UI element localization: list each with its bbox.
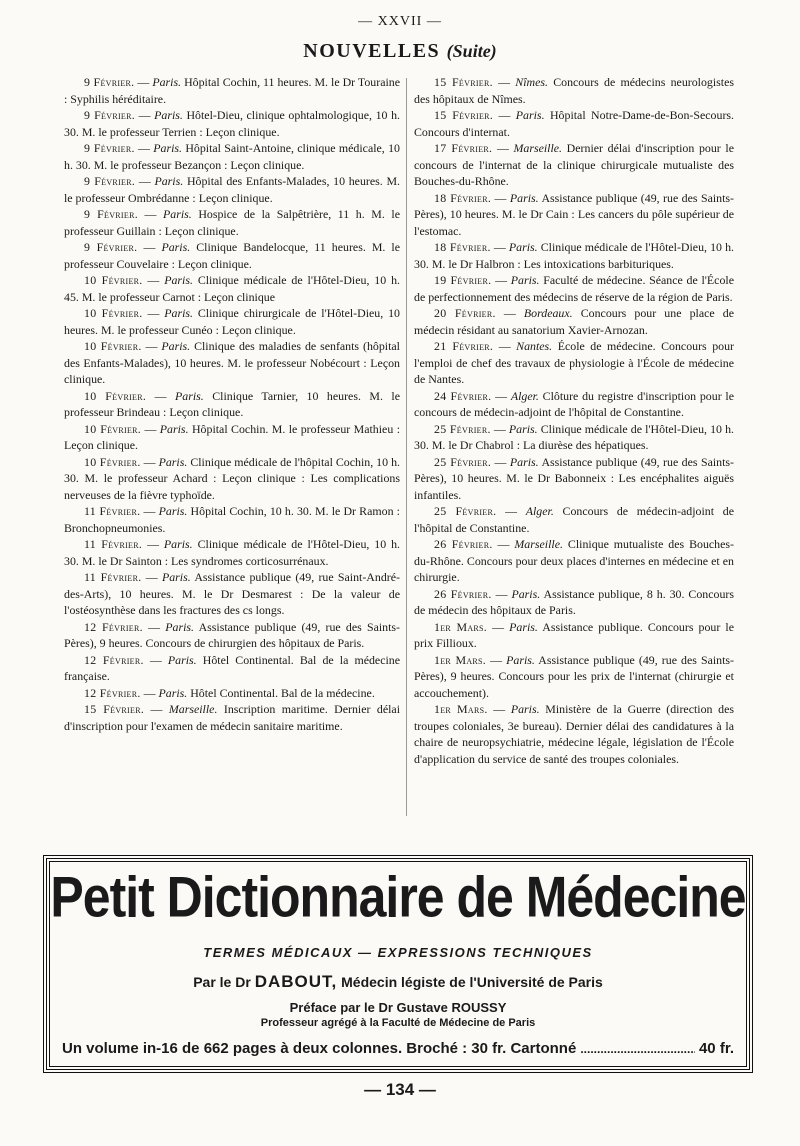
entry-date: 15 Février. xyxy=(434,108,494,122)
ad-subtitle: TERMES MÉDICAUX — EXPRESSIONS TECHNIQUES xyxy=(203,945,593,960)
entry-city: Marseille. xyxy=(514,537,563,551)
news-entry: 15 Février. — Nîmes. Concours de médecins neurologistes des hôpitaux de Nîmes. xyxy=(414,75,735,106)
entry-city: Paris. xyxy=(152,75,182,89)
news-entry: 9 Février. — Paris. Hôtel-Dieu, clinique ophtalmologique, 10 h. 30. M. le professeur Terrien : Leçon clinique. xyxy=(64,108,400,139)
news-entry: 11 Février. — Paris. Clinique médicale de l'Hôtel-Dieu, 10 h. 30. M. le Dr Sainton : Les syndromes corticosurrénaux. xyxy=(64,537,401,568)
entry-date: 19 Février. xyxy=(434,273,492,287)
entry-text: École de médecine. Concours pour l'emploi de chef des travaux de physiologie à l'École de médecine de Nantes. xyxy=(414,339,734,386)
ad-author xyxy=(46,972,750,992)
entry-city: Paris. xyxy=(163,207,192,221)
entry-date: 1er Mars. xyxy=(434,702,488,716)
entry-date: 26 Février. xyxy=(434,537,493,551)
entry-date: 25 Février. xyxy=(434,454,492,469)
entry-city: Paris. xyxy=(161,339,191,353)
entry-text: Concours de médecins neurologistes des hôpitaux de Nîmes. xyxy=(414,75,735,106)
entry-date: 24 Février. xyxy=(434,388,492,403)
entry-city: Paris. xyxy=(508,240,538,254)
header-page-roman: — XXVII — xyxy=(358,14,442,29)
entry-text: Assistance publique (49, rue Saint-André-des-Arts), 10 heures. M. le Dr Desmarest : De la valeur de l'ostéosynthèse dans les fractures des cs longs. xyxy=(64,570,400,617)
entry-city: Paris. xyxy=(511,586,541,601)
news-entry: 10 Février. — Paris. Clinique chirurgicale de l'Hôtel-Dieu, 10 heures. M. le professeur Cunéo : Leçon clinique. xyxy=(64,306,400,337)
entry-city: Paris. xyxy=(515,108,545,122)
entry-date: 18 Février. xyxy=(434,240,491,254)
news-entry: 24 Février. — Alger. Clôture du registre d'inscription pour le concours de médecin-adjoint de l'hôpital de Constantine. xyxy=(414,388,734,419)
entry-date: 10 Février. xyxy=(84,454,141,469)
entry-text: Hôpital Notre-Dame-de-Bon-Secours. Concours d'internat. xyxy=(414,108,735,139)
entry-date: 12 Février. xyxy=(84,652,144,667)
news-entry: 9 Février. — Paris. Clinique Bandelocque, 11 heures. M. le professeur Couvelaire : Leçon clinique. xyxy=(64,240,400,271)
entry-date: 25 Février. xyxy=(434,421,491,436)
section-title xyxy=(0,40,800,63)
entry-city: Paris. xyxy=(509,454,539,469)
news-entry: 15 Février. — Paris. Hôpital Notre-Dame-de-Bon-Secours. Concours d'internat. xyxy=(414,108,735,139)
entry-city: Paris. xyxy=(154,108,183,122)
news-entry: 12 Février. — Paris. Hôtel Continental. Bal de la médecine. xyxy=(84,685,375,700)
entry-date: 26 Février. xyxy=(434,586,492,601)
left-column xyxy=(64,74,400,734)
entry-text: Dernier délai d'inscription pour le concours de l'internat de la clinique chirurgicale mutualiste des Bouches-du-Rhône. xyxy=(414,141,734,188)
ad-author-suffix: Médecin légiste de l'Université de Paris xyxy=(341,974,603,990)
entry-city: Nîmes. xyxy=(515,75,548,89)
entry-date: 20 Février. xyxy=(434,306,496,320)
entry-city: Paris. xyxy=(163,537,193,551)
news-entry: 1er Mars. — Paris. Assistance publique. Concours pour le prix Fillioux. xyxy=(414,619,734,650)
entry-date: 25 Février. xyxy=(434,504,497,518)
entry-text: Clôture du registre d'inscription pour le concours de médecin-adjoint de l'hôpital de Constantine. xyxy=(414,388,734,419)
news-entry: 21 Février. — Nantes. École de médecine. Concours pour l'emploi de chef des travaux de physiologie à l'École de médecine de Nantes. xyxy=(414,339,734,386)
entry-text: Hôpital Saint-Antoine, clinique médicale, 10 h. 30. M. le professeur Bezançon : Leçon clinique. xyxy=(64,141,400,172)
entry-text: Faculté de médecine. Séance de l'École de perfectionnement des médecins de réserve de la région de Paris. xyxy=(414,273,734,304)
news-entry: 10 Février. — Paris. Clinique médicale de l'Hôtel-Dieu, 10 h. 45. M. le professeur Carnot : Leçon clinique xyxy=(64,273,400,304)
entry-date: 10 Février. xyxy=(84,421,142,436)
news-entry: 26 Février. — Paris. Assistance publique, 8 h. 30. Concours de médecin des hôpitaux de Paris. xyxy=(414,586,735,617)
entry-date: 11 Février. xyxy=(84,537,143,551)
entry-city: Paris. xyxy=(158,685,188,700)
entry-city: Paris. xyxy=(158,504,188,518)
entry-text: Clinique Tarnier, 10 heures. M. le professeur Brindeau : Leçon clinique. xyxy=(64,388,400,419)
footer-page-number: — 134 — xyxy=(364,1080,436,1099)
entry-date: 10 Février. xyxy=(84,388,147,403)
news-entry: 18 Février. — Paris. Assistance publique (49, rue des Saints-Pères), 10 heures. M. le Dr Cain : Les cancers du pôle supérieur de l'estomac. xyxy=(414,190,734,238)
news-entry: 9 Février. — Paris. Hôpital Cochin, 11 heures. M. le Dr Touraine : Syphilis héréditaire. xyxy=(64,75,401,106)
ad-author-prefix: Par le Dr xyxy=(193,974,251,990)
entry-text: Assistance publique (49, rue des Saints-Pères), 10 heures. M. le Dr Cain : Les cancers du pôle supérieur de l'estomac. xyxy=(414,190,734,238)
news-entry: 1er Mars. — Paris. Assistance publique (49, rue des Saints-Pères), 9 heures. Concours pour les prix de l'internat (chirurgie et accouchement). xyxy=(414,652,735,700)
entry-date: 17 Février. xyxy=(434,141,493,155)
section-title-text: NOUVELLES xyxy=(303,40,441,62)
section-title-suite: (Suite) xyxy=(446,41,497,61)
entry-city: Paris. xyxy=(509,190,539,205)
ad-preface: Préface par le Dr Gustave ROUSSY xyxy=(289,1000,507,1015)
news-entry: 20 Février. — Bordeaux. Concours pour une place de médecin résidant au sanatorium Xavier-Arnozan. xyxy=(414,306,734,337)
entry-date: 1er Mars. xyxy=(434,619,488,634)
entry-text: Clinique médicale de l'Hôtel-Dieu, 10 h. 30. M. le Dr Chabrol : La diurèse des hépatiques. xyxy=(414,421,735,452)
entry-text: Assistance publique (49, rue des Saints-Pères), 9 heures. Concours de chirurgien des hôpitaux de Paris. xyxy=(64,619,401,650)
entry-city: Alger. xyxy=(525,504,554,518)
entry-text: Inscription maritime. Dernier délai d'inscription pour l'examen de médecin sanitaire maritime. xyxy=(64,702,400,733)
entry-date: 12 Février. xyxy=(84,685,141,700)
entry-text: Assistance publique. Concours pour le prix Fillioux. xyxy=(414,619,734,650)
entry-text: Hôpital Cochin, 10 h. 30. M. le Dr Ramon : Bronchopneumonies. xyxy=(64,504,400,535)
entry-text: Hôpital Cochin. M. le professeur Mathieu : Leçon clinique. xyxy=(64,421,400,452)
news-entry: 9 Février. — Paris. Hospice de la Salpêtrière, 11 h. M. le professeur Guillain : Leçon clinique. xyxy=(64,207,400,238)
entry-date: 10 Février. xyxy=(84,273,143,287)
entry-text: Hôtel-Dieu, clinique ophtalmologique, 10 h. 30. M. le professeur Terrien : Leçon clinique. xyxy=(64,108,400,139)
news-entry: 12 Février. — Paris. Hôtel Continental. Bal de la médecine française. xyxy=(64,652,401,683)
column-divider xyxy=(406,78,407,816)
entry-city: Paris. xyxy=(159,421,189,436)
news-entry: 9 Février. — Paris. Hôpital Saint-Antoine, clinique médicale, 10 h. 30. M. le professeur Bezançon : Leçon clinique. xyxy=(64,141,400,172)
right-column xyxy=(414,74,734,767)
entry-date: 18 Février. xyxy=(434,190,492,205)
entry-date: 11 Février. xyxy=(84,570,142,584)
entry-date: 9 Février. xyxy=(84,75,135,89)
entry-date: 15 Février. xyxy=(434,75,493,89)
news-entry: 12 Février. — Paris. Assistance publique (49, rue des Saints-Pères), 9 heures. Concours de chirurgien des hôpitaux de Paris. xyxy=(64,619,401,650)
entry-text: Ministère de la Guerre (direction des troupes coloniales, 3e bureau). Dernier délai des candidatures à la chaire de neuropsychiatrie, médecine légale, législation de l'École d'application du service de santé des troupes coloniales. xyxy=(414,702,734,766)
entry-date: 9 Février. xyxy=(84,174,136,188)
ad-title: Petit Dictionnaire de Médecine xyxy=(50,864,746,930)
entry-text: Concours de médecin-adjoint de l'hôpital de Constantine. xyxy=(414,504,734,535)
entry-text: Clinique Bandelocque, 11 heures. M. le professeur Couvelaire : Leçon clinique. xyxy=(64,240,400,271)
entry-city: Alger. xyxy=(510,388,539,403)
news-entry: 11 Février. — Paris. Hôpital Cochin, 10 h. 30. M. le Dr Ramon : Bronchopneumonies. xyxy=(64,504,400,535)
news-entry: 15 Février. — Marseille. Inscription maritime. Dernier délai d'inscription pour l'examen de médecin sanitaire maritime. xyxy=(64,702,400,733)
news-entry: 10 Février. — Paris. Clinique des maladies de senfants (hôpital des Enfants-Malades), 10 heures. M. le professeur Nobécourt : Leçon clinique. xyxy=(64,339,400,386)
entry-text: Clinique médicale de l'Hôtel-Dieu, 10 h. 30. M. le Dr Sainton : Les syndromes corticosurrénaux. xyxy=(64,537,401,568)
entry-date: 9 Février. xyxy=(84,141,135,155)
entry-city: Paris. xyxy=(510,273,540,287)
entry-city: Nantes. xyxy=(516,339,553,353)
entry-city: Paris. xyxy=(161,240,191,254)
entry-text: Clinique des maladies de senfants (hôpital des Enfants-Malades), 10 heures. M. le professeur Nobécourt : Leçon clinique. xyxy=(64,339,400,386)
entry-text: Assistance publique, 8 h. 30. Concours de médecin des hôpitaux de Paris. xyxy=(414,586,735,617)
entry-date: 9 Février. xyxy=(84,207,138,221)
news-entry: 10 Février. — Paris. Clinique médicale de l'hôpital Cochin, 10 h. 30. M. le professeur Achard : Leçon clinique : Les complications nerveuses de la fièvre typhoïde. xyxy=(64,454,400,502)
entry-city: Paris. xyxy=(509,619,538,634)
news-entry: 11 Février. — Paris. Assistance publique (49, rue Saint-André-des-Arts), 10 heures. M. le Dr Desmarest : De la valeur de l'ostéosynthèse dans les fractures des cs longs. xyxy=(64,570,400,617)
entry-date: 9 Février. xyxy=(84,240,138,254)
entry-city: Marseille. xyxy=(168,702,218,716)
entry-city: Paris. xyxy=(510,702,540,716)
entry-date: 11 Février. xyxy=(84,504,141,518)
entry-city: Marseille. xyxy=(513,141,563,155)
entry-text: Clinique médicale de l'Hôtel-Dieu, 10 h. 45. M. le professeur Carnot : Leçon clinique xyxy=(64,273,400,304)
entry-text: Clinique chirurgicale de l'Hôtel-Dieu, 10 heures. M. le professeur Cunéo : Leçon clinique. xyxy=(64,306,400,337)
entry-date: 15 Février. xyxy=(84,702,145,716)
entry-city: Paris. xyxy=(506,652,535,667)
entry-text: Assistance publique (49, rue des Saints-Pères), 10 heures. M. le Dr Babonneix : Les encéphalites aiguës infantiles. xyxy=(414,454,734,502)
entry-city: Paris. xyxy=(158,454,188,469)
news-entry: 25 Février. — Paris. Clinique médicale de l'Hôtel-Dieu, 10 h. 30. M. le Dr Chabrol : La diurèse des hépatiques. xyxy=(414,421,735,452)
entry-city: Paris. xyxy=(161,570,191,584)
entry-city: Bordeaux. xyxy=(523,306,573,320)
entry-city: Paris. xyxy=(174,388,204,403)
ad-price-text: Un volume in-16 de 662 pages à deux colonnes. Broché : 30 fr. Cartonné xyxy=(62,1040,577,1057)
entry-date: 12 Février. xyxy=(84,619,143,634)
news-entry: 17 Février. — Marseille. Dernier délai d'inscription pour le concours de l'internat de la clinique chirurgicale mutualiste des Bouches-du-Rhône. xyxy=(414,141,734,188)
ad-author-name: DABOUT, xyxy=(254,972,338,991)
entry-text: Hôtel Continental. Bal de la médecine. xyxy=(190,685,375,700)
news-entry: 26 Février. — Marseille. Clinique mutualiste des Bouches-du-Rhône. Concours pour deux places d'internes en médecine et en chirurgie. xyxy=(414,537,734,584)
entry-city: Paris. xyxy=(167,652,197,667)
news-entry: 10 Février. — Paris. Clinique Tarnier, 10 heures. M. le professeur Brindeau : Leçon clinique. xyxy=(64,388,400,419)
entry-text: Hôpital Cochin, 11 heures. M. le Dr Touraine : Syphilis héréditaire. xyxy=(64,75,401,106)
entry-city: Paris. xyxy=(154,174,184,188)
entry-date: 21 Février. xyxy=(434,339,494,353)
entry-text: Clinique médicale de l'hôpital Cochin, 10 h. 30. M. le professeur Achard : Leçon clinique : Les complications nerveuses de la fièvre typhoïde. xyxy=(64,454,400,502)
ad-price-line xyxy=(62,1040,734,1057)
entry-date: 10 Février. xyxy=(84,339,142,353)
ad-price-value: 40 fr. xyxy=(698,1040,734,1057)
ad-price-leader xyxy=(580,1042,695,1056)
ad-preface-role: Professeur agrégé à la Faculté de Médecine de Paris xyxy=(260,1017,536,1029)
entry-date: 1er Mars. xyxy=(434,652,487,667)
entry-city: Paris. xyxy=(164,273,193,287)
entry-city: Paris. xyxy=(164,306,193,320)
news-entry: 25 Février. — Alger. Concours de médecin-adjoint de l'hôpital de Constantine. xyxy=(414,504,734,535)
news-entry: 10 Février. — Paris. Hôpital Cochin. M. le professeur Mathieu : Leçon clinique. xyxy=(64,421,400,452)
entry-text: Hôtel Continental. Bal de la médecine française. xyxy=(64,652,401,683)
news-entry: 19 Février. — Paris. Faculté de médecine. Séance de l'École de perfectionnement des médecins de réserve de la région de Paris. xyxy=(414,273,734,304)
entry-city: Paris. xyxy=(153,141,182,155)
entry-text: Clinique médicale de l'Hôtel-Dieu, 10 h. 30. M. le Dr Halbron : Les intoxications barbituriques. xyxy=(414,240,735,271)
entry-city: Paris. xyxy=(508,421,538,436)
entry-text: Hospice de la Salpêtrière, 11 h. M. le professeur Guillain : Leçon clinique. xyxy=(64,207,400,238)
entry-text: Clinique mutualiste des Bouches-du-Rhône. Concours pour deux places d'internes en médecine et en chirurgie. xyxy=(414,537,734,584)
news-entry: 18 Février. — Paris. Clinique médicale de l'Hôtel-Dieu, 10 h. 30. M. le Dr Halbron : Les intoxications barbituriques. xyxy=(414,240,735,271)
entry-date: 9 Février. xyxy=(84,108,136,122)
news-entry: 25 Février. — Paris. Assistance publique (49, rue des Saints-Pères), 10 heures. M. le Dr Babonneix : Les encéphalites aiguës infantiles. xyxy=(414,454,734,502)
news-entry: 9 Février. — Paris. Hôpital des Enfants-Malades, 10 heures. M. le professeur Ombrédanne : Leçon clinique. xyxy=(64,174,401,205)
entry-date: 10 Février. xyxy=(84,306,143,320)
news-entry: 1er Mars. — Paris. Ministère de la Guerre (direction des troupes coloniales, 3e bureau). Dernier délai des candidatures à la chaire de neuropsychiatrie, médecine légale, législation de l'École d'application du service de santé des troupes coloniales. xyxy=(414,702,734,766)
entry-text: Hôpital des Enfants-Malades, 10 heures. M. le professeur Ombrédanne : Leçon clinique. xyxy=(64,174,401,205)
entry-text: Concours pour une place de médecin résidant au sanatorium Xavier-Arnozan. xyxy=(414,306,734,337)
entry-text: Assistance publique (49, rue des Saints-Pères), 9 heures. Concours pour les prix de l'internat (chirurgie et accouchement). xyxy=(414,652,735,700)
entry-city: Paris. xyxy=(165,619,194,634)
